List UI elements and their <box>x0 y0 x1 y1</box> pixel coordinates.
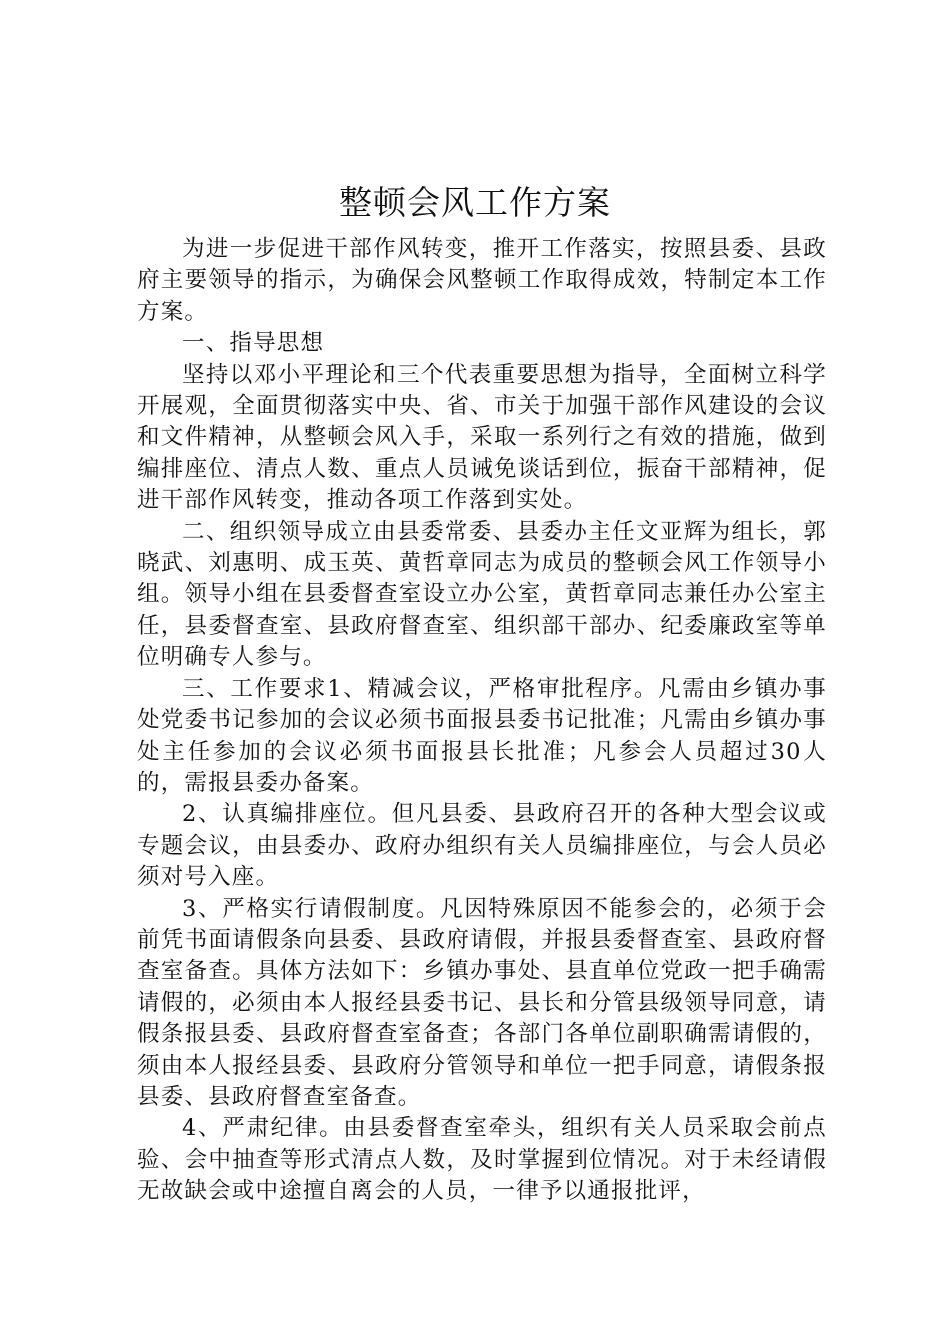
document-body <box>137 234 827 1208</box>
paragraph-work-requirement-4: 4、严肃纪律。由县委督查室牵头，组织有关人员采取会前点验、会中抽查等形式清点人数，及时掌握到位情况。对于未经请假无故缺会或中途擅自离会的人员，一律予以通报批评， <box>137 1115 827 1205</box>
document-title: 整顿会风工作方案 <box>339 183 611 222</box>
section-heading-guiding-ideology: 一、指导思想 <box>182 330 325 357</box>
paragraph-work-requirement-2: 2、认真编排座位。但凡县委、县政府召开的各种大型会议或专题会议，由县委办、政府办组织有关人员编排座位，与会人员必须对号入座。 <box>137 801 827 891</box>
paragraph-organization-leadership: 二、组织领导成立由县委常委、县委办主任文亚辉为组长，郭晓武、刘惠明、成玉英、黄哲章同志为成员的整顿会风工作领导小组。领导小组在县委督查室设立办公室，黄哲章同志兼任办公室主任，县委督查室、县政府督查室、组织部干部办、纪委廉政室等单位明确专人参与。 <box>137 518 827 671</box>
paragraph-work-requirement-1: 三、工作要求1、精减会议，严格审批程序。凡需由乡镇办事处党委书记参加的会议必须书面报县委书记批准；凡需由乡镇办事处主任参加的会议必须书面报县长批准；凡参会人员超过30人的，需报县委办备案。 <box>137 675 827 796</box>
paragraph-guiding-ideology: 坚持以邓小平理论和三个代表重要思想为指导，全面树立科学开展观，全面贯彻落实中央、省、市关于加强干部作风建设的会议和文件精神，从整顿会风入手，采取一系列行之有效的措施，做到编排座位、清点人数、重点人员诫免谈话到位，振奋干部精神，促进干部作风转变，推动各项工作落到实处。 <box>137 361 827 514</box>
paragraph-intro: 为进一步促进干部作风转变，推开工作落实，按照县委、县政府主要领导的指示，为确保会风整顿工作取得成效，特制定本工作方案。 <box>137 236 827 325</box>
paragraph-work-requirement-3: 3、严格实行请假制度。凡因特殊原因不能参会的，必须于会前凭书面请假条向县委、县政府请假，并报县委督查室、县政府督查室备查。具体方法如下：乡镇办事处、县直单位党政一把手确需请假的，必须由本人报经县委书记、县长和分管县级领导同意，请假条报县委、县政府督查室备查；各部门各单位副职确需请假的，须由本人报经县委、县政府分管领导和单位一把手同意，请假条报县委、县政府督查室备查。 <box>137 895 827 1110</box>
